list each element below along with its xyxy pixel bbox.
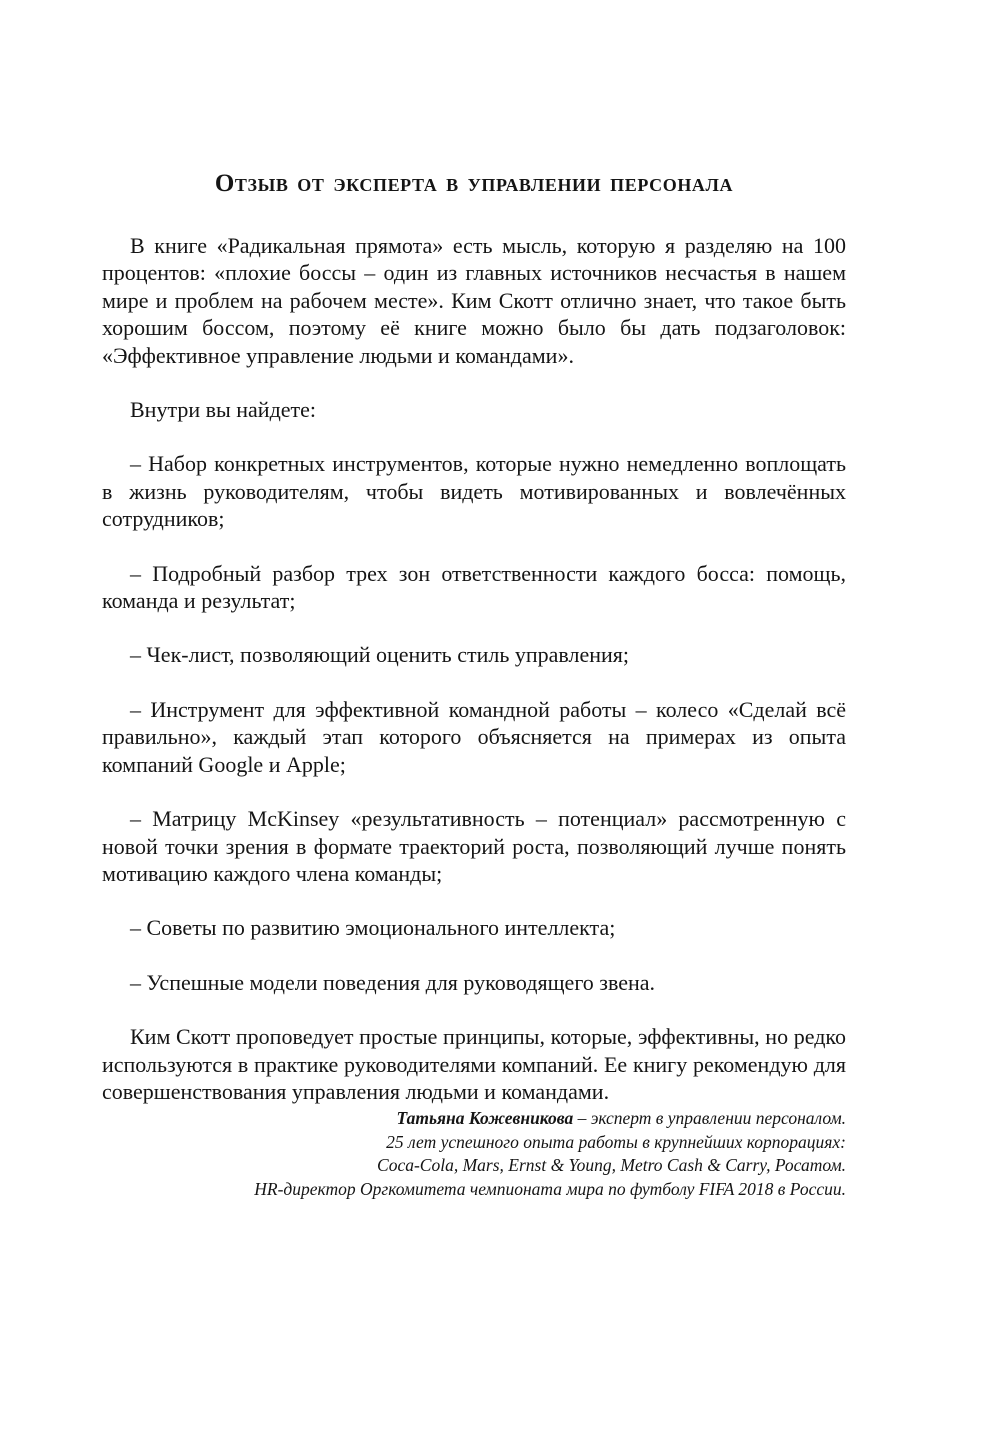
signature-line-4: HR-директор Оргкомитета чемпионата мира по футболу FIFA 2018 в России. [254, 1178, 846, 1199]
signature-block [102, 1107, 846, 1201]
list-item: – Матрицу McKinsey «результативность – потенциал» рассмотренную с новой точки зрения в формате траекторий роста, позволяющий лучше понять мотивацию каждого члена команды; [102, 806, 846, 886]
author-role: – эксперт в управлении персоналом. [573, 1108, 846, 1129]
list-item: – Успешные модели поведения для руководящего звена. [130, 969, 656, 995]
signature-line-1 [102, 1107, 846, 1131]
list-item: – Инструмент для эффективной командной работы – колесо «Сделай всё правильно», каждый этап которого объясняется на примерах из опыта компаний Google и Apple; [102, 696, 846, 777]
list-item: – Советы по развитию эмоционального интеллекта; [130, 915, 616, 941]
list-item: – Чек-лист, позволяющий оценить стиль управления; [130, 642, 630, 668]
page-title: Отзыв от эксперта в управлении персонала [214, 170, 734, 197]
list-intro-paragraph: Внутри вы найдете: [130, 397, 317, 423]
conclusion-paragraph: Ким Скотт проповедует простые принципы, которые, эффективны, но редко используются в практике руководителями компаний. Ее книгу рекомендую для совершенствования управления людьми и командами. [102, 1024, 846, 1104]
list-item: – Подробный разбор трех зон ответственности каждого босса: помощь, команда и результат; [102, 560, 846, 614]
document-page [102, 170, 846, 1201]
author-name: Татьяна Кожевникова [396, 1108, 574, 1129]
signature-line-2: 25 лет успешного опыта работы в крупнейших корпорациях: [386, 1131, 846, 1152]
signature-line-3: Coca-Cola, Mars, Ernst & Young, Metro Cash & Carry, Росатом. [377, 1155, 846, 1176]
list-item: – Набор конкретных инструментов, которые нужно немедленно воплощать в жизнь руководителям, чтобы видеть мотивированных и вовлечённых сотрудников; [102, 451, 846, 532]
intro-paragraph: В книге «Радикальная прямота» есть мысль, которую я разделяю на 100 процентов: «плохие боссы – один из главных источников несчастья в нашем мире и проблем на рабочем месте». Ким Скотт отлично знает, что такое быть хорошим боссом, поэтому её книге можно было бы дать подзаголовок: «Эффективное управление людьми и командами». [102, 233, 846, 368]
